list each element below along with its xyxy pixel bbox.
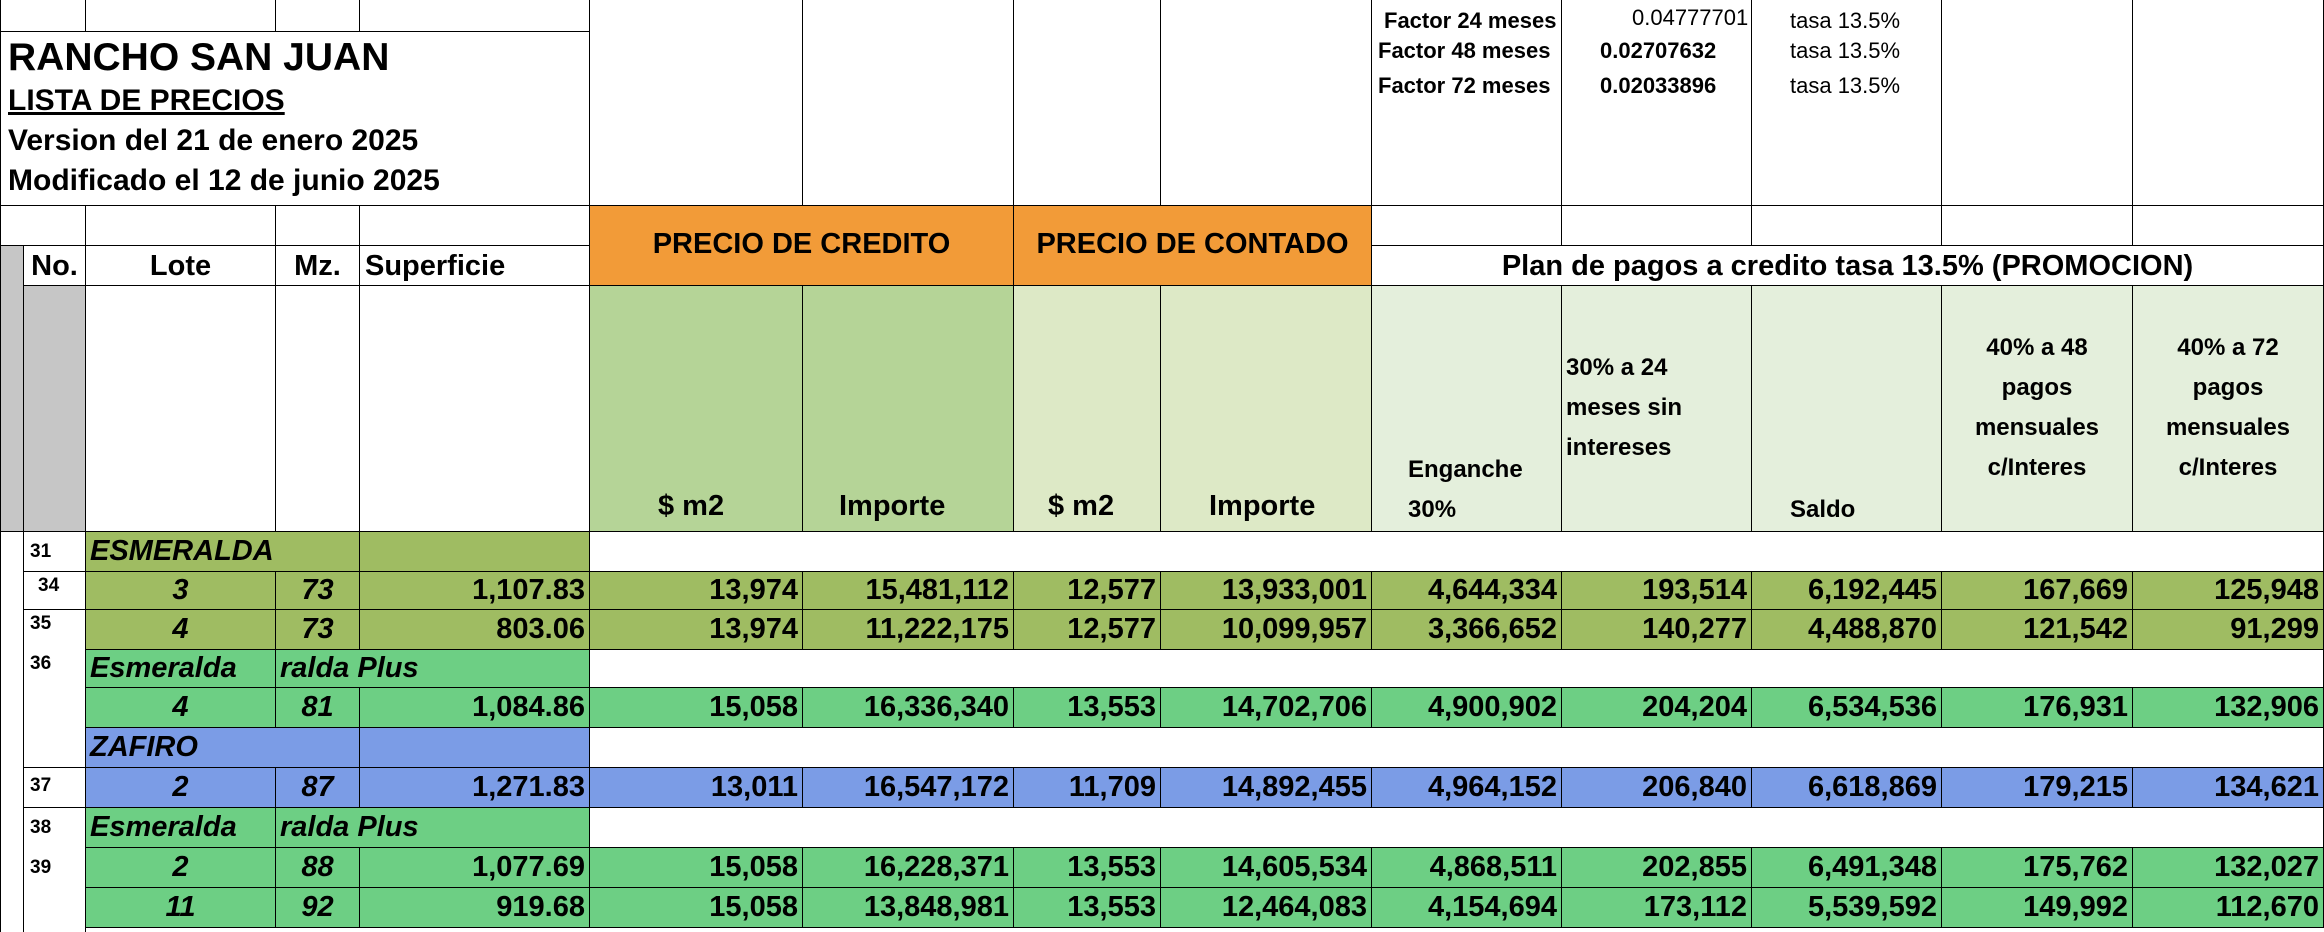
grid-cell[interactable]	[2133, 0, 2324, 206]
grid-cell[interactable]	[1942, 206, 2133, 246]
cell-p48[interactable]: 149,992	[1942, 888, 2133, 928]
grid-cell[interactable]	[590, 650, 2324, 688]
row-number-cell	[24, 572, 86, 610]
cell-sup[interactable]: 1,107.83	[360, 572, 590, 610]
table-row[interactable]	[86, 572, 2324, 610]
row-number-cell	[24, 532, 86, 572]
row-number-cell	[24, 610, 86, 650]
cell-cimp[interactable]: 16,336,340	[803, 688, 1014, 728]
grid-cell[interactable]	[1752, 286, 1942, 532]
cell-saldo[interactable]: 6,192,445	[1752, 572, 1942, 610]
col-header-72-3: mensuales	[2165, 414, 2291, 441]
grid-cell[interactable]	[2133, 286, 2324, 532]
row-number: 36	[30, 653, 52, 674]
grid-cell[interactable]	[803, 0, 1014, 206]
cell-p48[interactable]: 179,215	[1942, 768, 2133, 808]
section-esmeralda-plus-b: ralda Plus	[276, 650, 590, 688]
cell-lote[interactable]: 4	[86, 688, 276, 728]
cell-p48[interactable]: 167,669	[1942, 572, 2133, 610]
cell-mz[interactable]: 73	[276, 610, 360, 650]
cell-sup[interactable]: 1,084.86	[360, 688, 590, 728]
cell-cm2[interactable]: 13,011	[590, 768, 803, 808]
cell-p72[interactable]: 132,027	[2133, 848, 2324, 888]
col-header-credit-m2: $ m2	[658, 490, 725, 522]
grid-cell[interactable]	[1562, 286, 1752, 532]
cell-eng[interactable]: 4,154,694	[1372, 888, 1562, 928]
cell-km2[interactable]: 13,553	[1014, 888, 1161, 928]
cell-mz[interactable]: 88	[276, 848, 360, 888]
section-esmeralda-plus: Esmeralda	[86, 808, 276, 848]
cell-saldo[interactable]: 6,618,869	[1752, 768, 1942, 808]
cell-mz[interactable]: 92	[276, 888, 360, 928]
cell-p72[interactable]: 91,299	[2133, 610, 2324, 650]
grid-cell[interactable]	[276, 206, 360, 246]
cell-kimp[interactable]: 14,892,455	[1161, 768, 1372, 808]
grid-cell[interactable]	[0, 0, 86, 32]
cell-sup[interactable]: 1,077.69	[360, 848, 590, 888]
grid-cell[interactable]	[1161, 0, 1372, 206]
factor-48-rate: tasa 13.5%	[1790, 38, 1901, 63]
cell-lote[interactable]: 4	[86, 610, 276, 650]
cell-kimp[interactable]: 12,464,083	[1161, 888, 1372, 928]
col-header-48-1: 40% a 48	[1986, 334, 2088, 361]
cell-eng[interactable]: 4,964,152	[1372, 768, 1562, 808]
grid-cell[interactable]	[360, 728, 590, 768]
col-header-superficie: Superficie	[360, 246, 590, 286]
cell-cm2[interactable]: 13,974	[590, 572, 803, 610]
cell-lote[interactable]: 3	[86, 572, 276, 610]
section-esmeralda-plus-b: ralda Plus	[276, 808, 590, 848]
grid-cell[interactable]	[360, 286, 590, 532]
grid-cell[interactable]	[86, 206, 276, 246]
col-header-saldo: Saldo	[1790, 496, 1856, 523]
factor-72-label: Factor 72 meses	[1378, 73, 1551, 98]
col-header-30pct-1: 30% a 24	[1566, 354, 1668, 381]
factor-24-label: Factor 24 meses	[1384, 8, 1557, 33]
cell-mz[interactable]: 87	[276, 768, 360, 808]
cell-p72[interactable]: 132,906	[2133, 688, 2324, 728]
grid-cell[interactable]	[590, 808, 2324, 848]
cell-km2[interactable]: 13,553	[1014, 848, 1161, 888]
cell-eng[interactable]: 4,644,334	[1372, 572, 1562, 610]
cell-lote[interactable]: 2	[86, 848, 276, 888]
row-number: 34	[38, 575, 60, 596]
grid-cell[interactable]	[1942, 286, 2133, 532]
col-header-credit-importe: Importe	[839, 490, 946, 522]
grid-cell[interactable]	[0, 246, 24, 532]
col-header-enganche-2: 30%	[1408, 496, 1457, 523]
grid-cell[interactable]	[803, 286, 1014, 532]
cell-kimp[interactable]: 13,933,001	[1161, 572, 1372, 610]
cell-cm2[interactable]: 15,058	[590, 848, 803, 888]
factor-72-rate: tasa 13.5%	[1790, 73, 1901, 98]
cell-sup[interactable]: 1,271.83	[360, 768, 590, 808]
row-number: 39	[30, 857, 52, 878]
grid-cell[interactable]	[590, 728, 2324, 768]
cell-saldo[interactable]: 6,491,348	[1752, 848, 1942, 888]
col-header-48-4: c/Interes	[1987, 454, 2087, 481]
cell-kimp[interactable]: 14,605,534	[1161, 848, 1372, 888]
grid-cell[interactable]	[86, 286, 276, 532]
cell-kimp[interactable]: 14,702,706	[1161, 688, 1372, 728]
row-number: 31	[30, 541, 52, 562]
cell-p72[interactable]: 125,948	[2133, 572, 2324, 610]
cell-cimp[interactable]: 16,547,172	[803, 768, 1014, 808]
payment-plan-header: Plan de pagos a credito tasa 13.5% (PROMOCION)	[1372, 246, 2324, 286]
grid-cell[interactable]	[2133, 206, 2324, 246]
cell-p72[interactable]: 134,621	[2133, 768, 2324, 808]
factor-24-rate: tasa 13.5%	[1790, 8, 1901, 33]
cell-saldo[interactable]: 4,488,870	[1752, 610, 1942, 650]
grid-cell[interactable]	[1372, 286, 1562, 532]
col-header-mz: Mz.	[276, 246, 360, 286]
row-number: 37	[30, 775, 52, 796]
cell-p48[interactable]: 121,542	[1942, 610, 2133, 650]
row-number-cell	[24, 650, 86, 768]
row-number-cell	[24, 808, 86, 932]
section-zafiro: ZAFIRO	[86, 728, 360, 768]
grid-cell[interactable]	[1014, 0, 1161, 206]
grid-cell[interactable]	[590, 532, 2324, 572]
table-row[interactable]	[86, 688, 2324, 728]
grid-cell[interactable]	[360, 206, 590, 246]
cell-cimp[interactable]: 13,848,981	[803, 888, 1014, 928]
cell-cm2[interactable]: 15,058	[590, 888, 803, 928]
section-esmeralda: ESMERALDA	[86, 532, 360, 572]
section-esmeralda-plus: Esmeralda	[86, 650, 276, 688]
cell-mz[interactable]: 73	[276, 572, 360, 610]
cell-cm2[interactable]: 13,974	[590, 610, 803, 650]
price-list-title: LISTA DE PRECIOS	[8, 84, 285, 117]
credit-price-header: PRECIO DE CREDITO	[590, 206, 1014, 286]
cell-p24[interactable]: 173,112	[1562, 888, 1752, 928]
cell-cimp[interactable]: 11,222,175	[803, 610, 1014, 650]
cell-p48[interactable]: 175,762	[1942, 848, 2133, 888]
cell-p24[interactable]: 204,204	[1562, 688, 1752, 728]
grid-cell[interactable]	[590, 286, 803, 532]
row-number-cell	[24, 768, 86, 808]
col-header-enganche-1: Enganche	[1408, 456, 1523, 483]
grid-cell[interactable]	[1942, 0, 2133, 206]
grid-cell[interactable]	[1161, 286, 1372, 532]
cell-kimp[interactable]: 10,099,957	[1161, 610, 1372, 650]
cell-km2[interactable]: 12,577	[1014, 610, 1161, 650]
factor-48-value: 0.02707632	[1600, 38, 1717, 63]
cash-price-header: PRECIO DE CONTADO	[1014, 206, 1372, 286]
cell-eng[interactable]: 4,900,902	[1372, 688, 1562, 728]
cell-cm2[interactable]: 15,058	[590, 688, 803, 728]
grid-cell[interactable]	[0, 206, 86, 246]
col-header-72-4: c/Interes	[2178, 454, 2278, 481]
grid-cell[interactable]	[1562, 206, 1752, 246]
col-header-48-2: pagos	[2001, 374, 2073, 401]
grid-cell[interactable]	[1014, 286, 1161, 532]
factor-24-value: 0.04777701	[1632, 5, 1749, 30]
cell-sup[interactable]: 803.06	[360, 610, 590, 650]
cell-km2[interactable]: 13,553	[1014, 688, 1161, 728]
table-row[interactable]	[86, 610, 2324, 650]
modified-text: Modificado el 12 de junio 2025	[8, 164, 440, 197]
col-header-cash-importe: Importe	[1209, 490, 1316, 522]
cell-km2[interactable]: 11,709	[1014, 768, 1161, 808]
table-row[interactable]	[86, 768, 2324, 808]
cell-p24[interactable]: 193,514	[1562, 572, 1752, 610]
cell-p24[interactable]: 140,277	[1562, 610, 1752, 650]
grid-cell[interactable]	[360, 0, 590, 32]
cell-cimp[interactable]: 15,481,112	[803, 572, 1014, 610]
col-header-cash-m2: $ m2	[1048, 490, 1115, 522]
cell-p48[interactable]: 176,931	[1942, 688, 2133, 728]
col-header-72-1: 40% a 72	[2177, 334, 2279, 361]
cell-p24[interactable]: 206,840	[1562, 768, 1752, 808]
cell-cimp[interactable]: 16,228,371	[803, 848, 1014, 888]
cell-lote[interactable]: 2	[86, 768, 276, 808]
factor-48-label: Factor 48 meses	[1378, 38, 1551, 63]
grid-cell[interactable]	[24, 286, 86, 532]
cell-sup[interactable]: 919.68	[360, 888, 590, 928]
grid-cell[interactable]	[276, 286, 360, 532]
row-number: 35	[30, 613, 52, 634]
cell-mz[interactable]: 81	[276, 688, 360, 728]
table-row[interactable]	[86, 848, 2324, 888]
cell-p24[interactable]: 202,855	[1562, 848, 1752, 888]
grid-cell[interactable]	[86, 0, 276, 32]
row-number: 38	[30, 817, 52, 838]
col-header-lote: Lote	[86, 246, 276, 286]
version-text: Version del 21 de enero 2025	[8, 124, 419, 157]
table-row[interactable]	[86, 888, 2324, 928]
grid-cell[interactable]	[0, 532, 24, 932]
cell-p72[interactable]: 112,670	[2133, 888, 2324, 928]
cell-km2[interactable]: 12,577	[1014, 572, 1161, 610]
factor-72-value: 0.02033896	[1600, 73, 1717, 98]
grid-cell[interactable]	[590, 0, 803, 206]
cell-eng[interactable]: 4,868,511	[1372, 848, 1562, 888]
col-header-30pct-3: intereses	[1566, 434, 1672, 461]
grid-cell[interactable]	[1752, 206, 1942, 246]
col-header-no: No.	[24, 246, 86, 286]
grid-cell[interactable]	[276, 0, 360, 32]
grid-cell[interactable]	[360, 532, 590, 572]
cell-lote[interactable]: 11	[86, 888, 276, 928]
col-header-48-3: mensuales	[1974, 414, 2100, 441]
cell-saldo[interactable]: 5,539,592	[1752, 888, 1942, 928]
cell-saldo[interactable]: 6,534,536	[1752, 688, 1942, 728]
col-header-72-2: pagos	[2192, 374, 2264, 401]
grid-cell[interactable]	[1372, 206, 1562, 246]
col-header-30pct-2: meses sin	[1566, 394, 1683, 421]
company-name: RANCHO SAN JUAN	[8, 36, 390, 79]
cell-eng[interactable]: 3,366,652	[1372, 610, 1562, 650]
